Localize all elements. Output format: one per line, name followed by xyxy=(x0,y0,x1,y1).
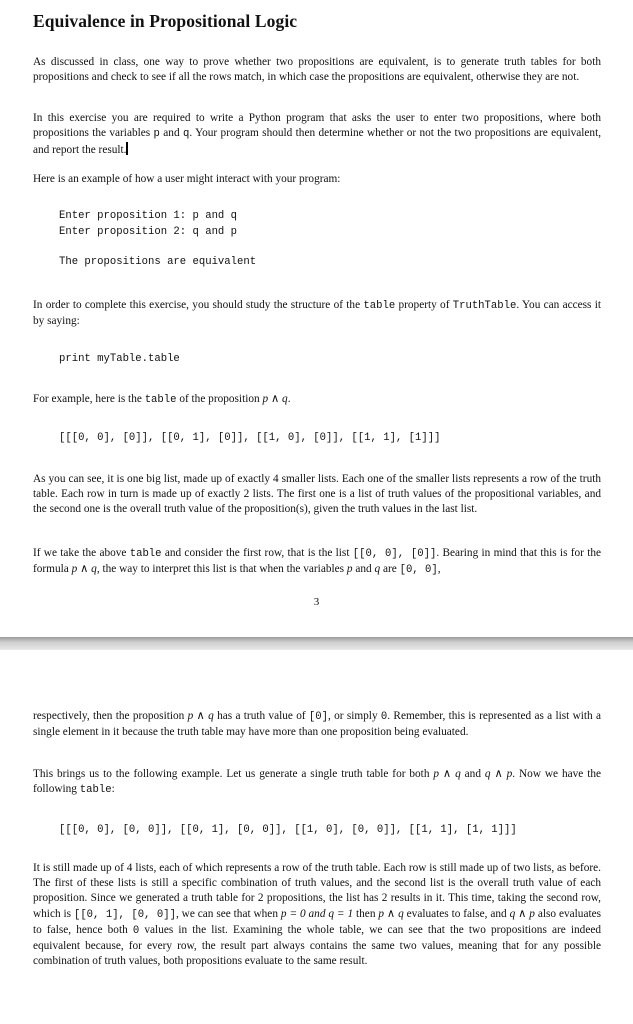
page-4 xyxy=(0,650,633,1024)
document-title: Equivalence in Propositional Logic xyxy=(33,11,298,31)
example-intro-paragraph: Here is an example of how a user might interact with your program: xyxy=(33,173,341,185)
print-table-code: print myTable.table xyxy=(59,353,180,365)
interaction-example-code: Enter proposition 1: p and q Enter proposition 2: q and p The propositions are equivalent xyxy=(59,210,257,268)
two-propositions-paragraph: This brings us to the following example. Let us generate a single truth table for both p ∧ q and q ∧ p. Now we have the following table: xyxy=(33,768,601,797)
truth-table-code-single: [[[0, 0], [0]], [[0, 1], [0]], [[1, 0], [0]], [[1, 1], [1]]] xyxy=(59,432,441,444)
page-separator xyxy=(0,637,633,650)
page-number: 3 xyxy=(313,596,320,608)
first-row-paragraph: If we take the above table and consider the first row, that is the list [[0, 0], [0]]. Bearing in mind that this is for the formula p ∧ q, the way to interpret this list is that when the variables p and q are [0, 0], xyxy=(33,547,602,577)
table-example-paragraph: For example, here is the table of the proposition p ∧ q. xyxy=(33,393,291,406)
truth-table-code-double: [[[0, 0], [0, 0]], [[0, 1], [0, 0]], [[1, 0], [0, 0]], [[1, 1], [1, 1]]] xyxy=(59,824,517,836)
structure-explanation-paragraph: As you can see, it is one big list, made up of exactly 4 smaller lists. Each one of the smaller lists represents a row of the truth table. Each row in turn is made up of exactly 2 lists. The first one is a list of truth values of the propositional variables, and the second one is the overall truth value of the proposition(s), given the truth values in the last list. xyxy=(33,473,601,516)
equivalence-explanation-paragraph: It is still made up of 4 lists, each of which represents a row of the truth table. Each row is still made up of two lists, as before. The first of these lists is still a specific combination of truth values, and the second list is the overall truth value of each proposition. Since we generated a truth table for 2 propositions, the list has 2 results in it. This time, taking the second row, which is [[0, 1], [0, 0]], we can see that when p = 0 and q = 1 then p ∧ q evaluates to false, and q ∧ p also evaluates to false, hence both 0 values in the list. Examining the whole table, we can see that the two propositions are indeed equivalent because, for every row, the result part always contains the same two values, meaning that for any possible combination of truth values, both propositions evaluate to the same result. xyxy=(33,862,602,968)
intro-paragraph: As discussed in class, one way to prove whether two propositions are equivalent, is to generate truth tables for both propositions and check to see if all the rows match, in which case the propositions are equivalent, otherwise they are not. xyxy=(33,56,601,84)
table-property-paragraph: In order to complete this exercise, you should study the structure of the table property of TruthTable. You can access it by saying: xyxy=(33,299,601,328)
exercise-paragraph: In this exercise you are required to write a Python program that asks the user to enter two propositions, where both propositions the variables p and q. Your program should then determine whether or not the two propositions are equivalent, and report the result. xyxy=(33,112,602,157)
text-cursor xyxy=(126,142,128,155)
continuation-paragraph: respectively, then the proposition p ∧ q has a truth value of [0], or simply 0. Remember, this is represented as a list with a single element in it because the truth table may have more than one proposition being evaluated. xyxy=(33,710,602,739)
